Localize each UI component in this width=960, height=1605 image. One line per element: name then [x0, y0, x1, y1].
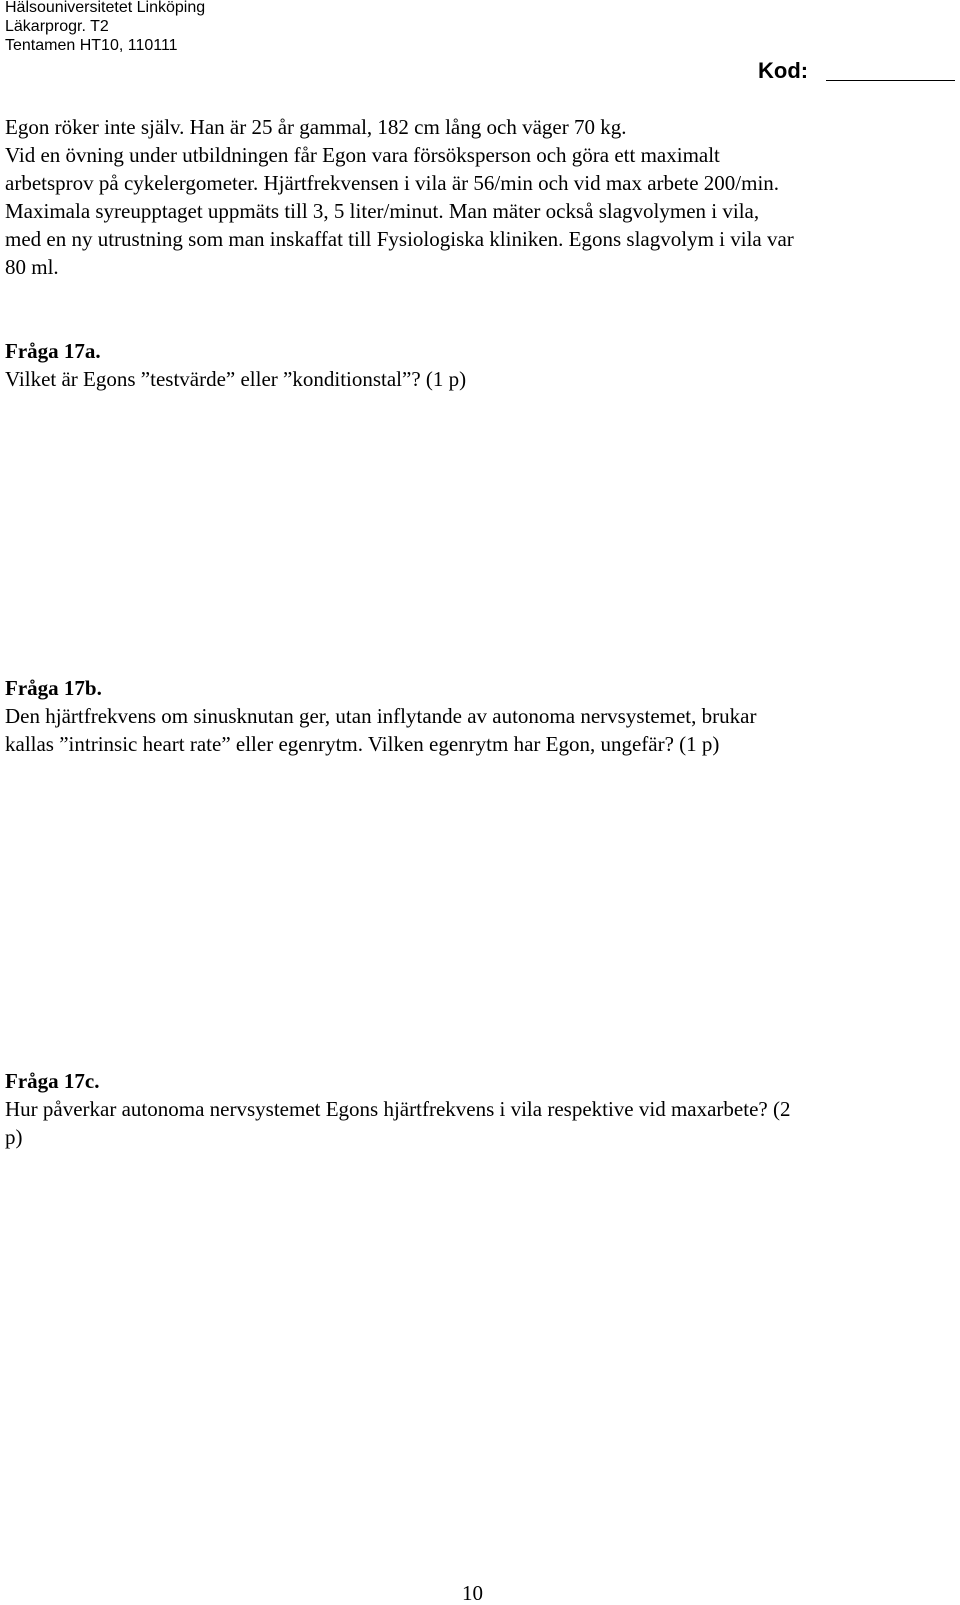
question-text: Den hjärtfrekvens om sinusknutan ger, utan inflytande av autonoma nervsystemet, brukar — [5, 704, 757, 728]
page-number: 10 — [462, 1581, 483, 1605]
intro-line: arbetsprov på cykelergometer. Hjärtfrekvensen i vila är 56/min och vid max arbete 200/min. — [5, 171, 780, 195]
question-title: Fråga 17c. — [5, 1069, 100, 1093]
header-program: Läkarprogr. T2 — [5, 18, 109, 35]
code-answer-line — [826, 80, 955, 81]
question-title: Fråga 17b. — [5, 676, 102, 700]
question-title: Fråga 17a. — [5, 339, 101, 363]
intro-line: Maximala syreupptaget uppmäts till 3, 5 liter/minut. Man mäter också slagvolymen i vila, — [5, 199, 760, 223]
intro-line: med en ny utrustning som man inskaffat till Fysiologiska kliniken. Egons slagvolym i vila var — [5, 227, 794, 251]
header-institution: Hälsouniversitetet Linköping — [5, 0, 206, 16]
code-label: Kod: — [758, 58, 809, 83]
question-text: Hur påverkar autonoma nervsystemet Egons hjärtfrekvens i vila respektive vid maxarbete? (2 — [5, 1097, 791, 1121]
intro-line: 80 ml. — [5, 255, 59, 279]
header-exam: Tentamen HT10, 110111 — [5, 37, 178, 54]
question-text: Vilket är Egons ”testvärde” eller ”konditionstal”? (1 p) — [5, 367, 467, 391]
question-text: p) — [5, 1125, 23, 1149]
question-text: kallas ”intrinsic heart rate” eller egenrytm. Vilken egenrytm har Egon, ungefär? (1 p) — [5, 732, 720, 756]
intro-line: Egon röker inte själv. Han är 25 år gammal, 182 cm lång och väger 70 kg. — [5, 115, 627, 139]
intro-line: Vid en övning under utbildningen får Egon vara försöksperson och göra ett maximalt — [5, 143, 720, 167]
